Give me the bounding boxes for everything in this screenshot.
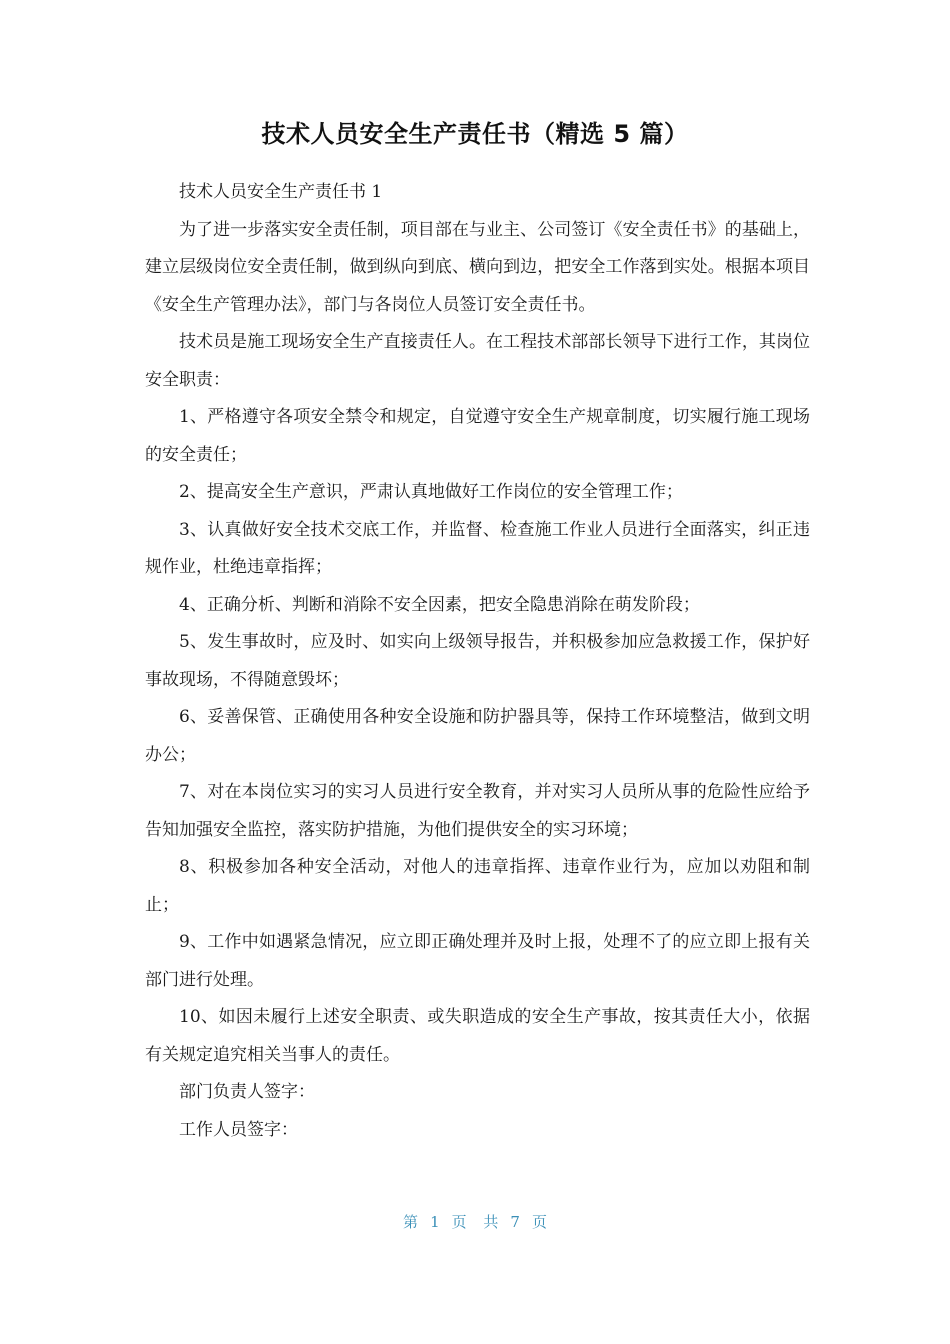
footer-current-page: 1 xyxy=(430,1213,440,1231)
document-title: 技术人员安全生产责任书（精选 5 篇） xyxy=(261,120,689,148)
duty-item-7: 7、对在本岗位实习的实习人员进行安全教育，并对实习人员所从事的危险性应给予告知加强安全监控，落实防护措施，为他们提供安全的实习环境； xyxy=(145,782,810,840)
duty-item-5: 5、发生事故时，应及时、如实向上级领导报告，并积极参加应急救援工作，保护好事故现场，不得随意毁坏； xyxy=(145,632,810,690)
document-body xyxy=(145,174,810,1149)
duty-item-1: 1、严格遵守各项安全禁令和规定，自觉遵守安全生产规章制度，切实履行施工现场的安全责任； xyxy=(145,407,810,465)
duty-item-3: 3、认真做好安全技术交底工作，并监督、检查施工作业人员进行全面落实，纠正违规作业，杜绝违章指挥； xyxy=(145,519,810,577)
signature-staff: 工作人员签字： xyxy=(179,1119,298,1140)
page-number-footer xyxy=(0,1210,950,1234)
signature-department-head: 部门负责人签字： xyxy=(179,1082,315,1102)
footer-total-pages: 7 xyxy=(510,1213,520,1231)
footer-label-of: 页 共 xyxy=(451,1213,499,1231)
duty-item-9: 9、工作中如遇紧急情况，应立即正确处理并及时上报，处理不了的应立即上报有关部门进行处理。 xyxy=(145,932,810,990)
paragraph-role: 技术员是施工现场安全生产直接责任人。在工程技术部部长领导下进行工作，其岗位安全职责： xyxy=(145,332,810,390)
paragraph-intro: 为了进一步落实安全责任制，项目部在与业主、公司签订《安全责任书》的基础上，建立层级岗位安全责任制，做到纵向到底、横向到边，把安全工作落到实处。根据本项目《安全生产管理办法》，部门与各岗位人员签订安全责任书。 xyxy=(145,219,810,315)
duty-item-8: 8、积极参加各种安全活动，对他人的违章指挥、违章作业行为，应加以劝阻和制止； xyxy=(145,857,810,915)
duty-item-6: 6、妥善保管、正确使用各种安全设施和防护器具等，保持工作环境整洁，做到文明办公； xyxy=(145,707,810,765)
footer-label-pages: 页 xyxy=(531,1213,547,1231)
duty-item-4: 4、正确分析、判断和消除不安全因素，把安全隐患消除在萌发阶段； xyxy=(179,594,700,615)
footer-label-page: 第 xyxy=(403,1213,419,1231)
duty-item-10: 10、如因未履行上述安全职责、或失职造成的安全生产事故，按其责任大小，依据有关规定追究相关当事人的责任。 xyxy=(145,1007,810,1065)
section-heading: 技术人员安全生产责任书 1 xyxy=(179,182,383,202)
duty-item-2: 2、提高安全生产意识，严肃认真地做好工作岗位的安全管理工作； xyxy=(179,482,683,502)
